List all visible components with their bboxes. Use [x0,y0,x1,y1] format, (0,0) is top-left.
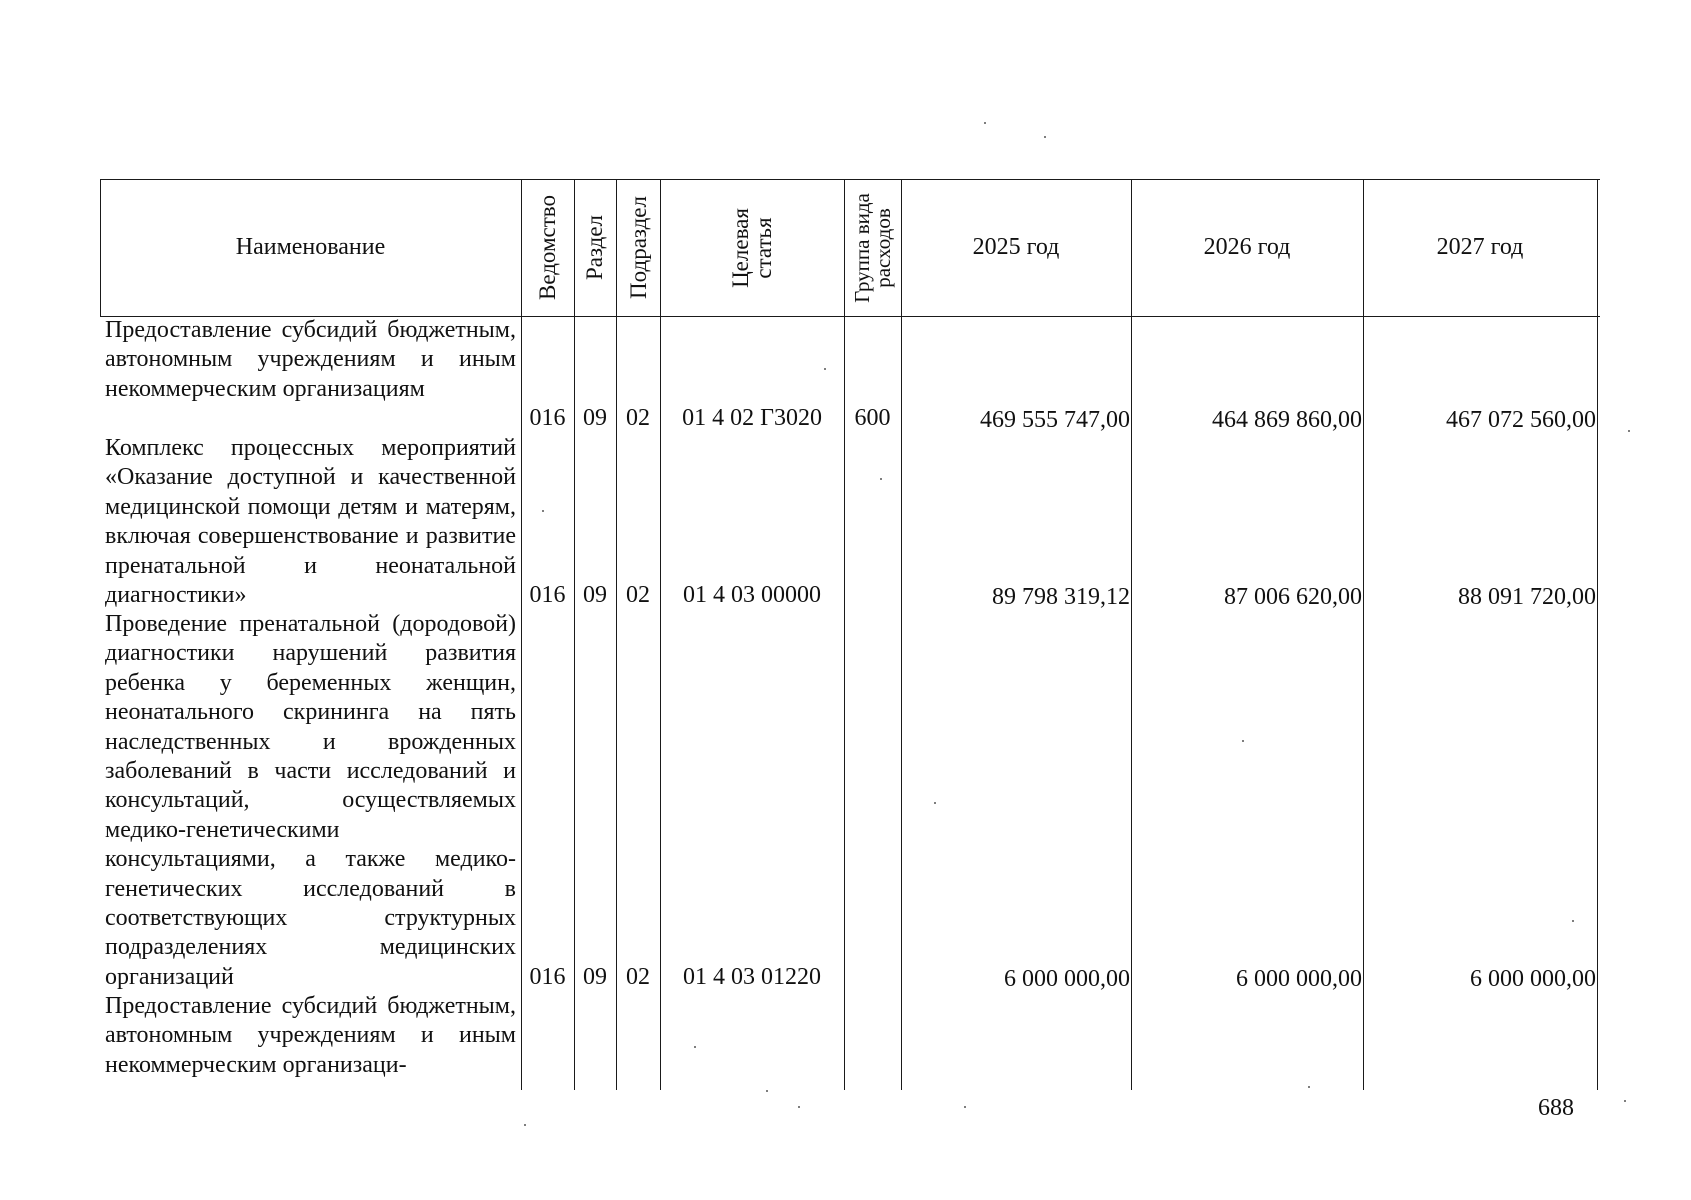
scan-speck [694,1046,696,1048]
scan-speck [984,122,986,124]
header-target-line1: Целевая [727,207,753,288]
row-3-name: Проведение пренатальной (дородовой) диагностики нарушений развития ребенка у беременных женщин, неонатального скрининга на пять наследственных и врожденных заболеваний в части исследований и консультаций, осуществляемых медико-генетическими консультациями, а также медико-генетических исследований в соответствующих структурных подразделениях медицинских организаций [105,611,516,990]
header-target-label [729,208,775,288]
header-section-label: Раздел [582,214,608,281]
row-3-2026: 6 000 000,00 [1236,966,1362,992]
scan-speck [524,1124,526,1126]
scan-speck [1242,740,1244,742]
row-1-2027: 467 072 560,00 [1446,407,1596,433]
header-subsection [616,179,660,316]
scan-speck [766,1090,768,1092]
scan-speck [1624,1100,1626,1102]
page-number: 688 [1538,1095,1574,1121]
row-2-target: 01 4 03 00000 [683,582,821,608]
row-3-subsection: 02 [626,964,650,990]
row-2-name: Комплекс процессных мероприятий «Оказание доступной и качественной медицинской помощи детям и матерям, включая совершенствование и развитие пренатальной и неонатальной диагностики» [105,435,516,609]
scan-speck [1572,920,1574,922]
row-1-dept: 016 [529,405,566,431]
header-2025: 2025 год [972,233,1060,260]
scan-speck [880,478,882,480]
row-2-2026: 87 006 620,00 [1224,584,1362,610]
scan-speck [542,510,544,512]
scan-speck [1308,1086,1310,1088]
row-2-subsection: 02 [626,582,650,608]
header-dept-label: Ведомство [535,194,560,301]
row-3-target: 01 4 03 01220 [683,964,821,990]
row-1-exp-group: 600 [854,405,891,431]
header-2027: 2027 год [1436,233,1524,260]
header-exp-line2: расходов [870,207,895,288]
scan-speck [1628,430,1630,432]
header-name: Наименование [235,233,386,260]
scan-speck [1044,136,1046,138]
header-section [574,179,616,316]
scan-speck [824,368,826,370]
header-target-line2: статья [750,216,776,279]
budget-table [100,179,1600,1090]
header-exp-group-label [849,192,895,303]
scan-speck [798,1106,800,1108]
column-border-right [1597,179,1598,1090]
row-1-2026: 464 869 860,00 [1212,407,1362,433]
row-1-target: 01 4 02 Г3020 [682,405,822,431]
header-subsection-label: Подраздел [625,196,651,299]
row-1-subsection: 02 [626,405,650,431]
row-3-section: 09 [583,964,607,990]
row-3-2025: 6 000 000,00 [1004,966,1130,992]
scan-speck [934,802,936,804]
row-1-section: 09 [583,405,607,431]
scan-speck [964,1106,966,1108]
header-exp-line1: Группа вида [849,192,874,303]
row-1-name: Предоставление субсидий бюджетным, автономным учреждениям и иным некоммерческим организациям [105,317,516,402]
header-2026: 2026 год [1203,233,1291,260]
header-target [660,179,844,316]
header-exp-group [844,179,901,316]
row-2-2025: 89 798 319,12 [992,584,1130,610]
row-4-name: Предоставление субсидий бюджетным, автономным учреждениям и иным некоммерческим организаци- [105,993,516,1078]
row-2-section: 09 [583,582,607,608]
row-3-2027: 6 000 000,00 [1470,966,1596,992]
row-1-2025: 469 555 747,00 [980,407,1130,433]
header-dept [521,179,574,316]
row-3-dept: 016 [529,964,566,990]
row-2-2027: 88 091 720,00 [1458,584,1596,610]
row-2-dept: 016 [529,582,566,608]
